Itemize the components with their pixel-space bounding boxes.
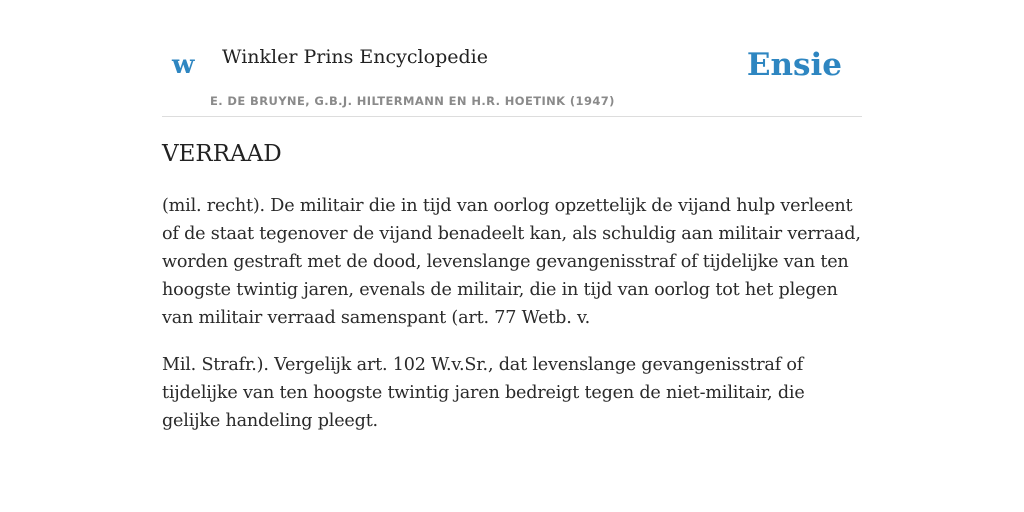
brand-logo[interactable]: Ensie xyxy=(746,47,842,83)
source-authors: E. DE BRUYNE, G.B.J. HILTERMANN EN H.R. HOETINK (1947) xyxy=(210,94,615,108)
source-logo[interactable]: w xyxy=(172,50,195,80)
entry-title: VERRAAD xyxy=(162,141,282,167)
source-header xyxy=(162,0,862,117)
page xyxy=(162,0,862,431)
article-paragraph: (mil. recht). De militair die in tijd van oorlog opzettelijk de vijand hulp verleent of de staat tegenover de vijand benadeelt kan, als schuldig aan militair verraad, worden gestraft met de dood, levenslange gevangenisstraf of tijdelijke van ten hoogste twintig jaren, evenals de militair, die in tijd van oorlog tot het plegen van militair verraad samenspant (art. 77 Wetb. v. xyxy=(162,196,861,328)
article-paragraph: Mil. Strafr.). Vergelijk art. 102 W.v.Sr., dat levenslange gevangenisstraf of tijdelijke van ten hoogste twintig jaren bedreigt tegen de niet-militair, die gelijke handeling pleegt. xyxy=(162,355,805,431)
source-title-link[interactable]: Winkler Prins Encyclopedie xyxy=(222,46,488,68)
